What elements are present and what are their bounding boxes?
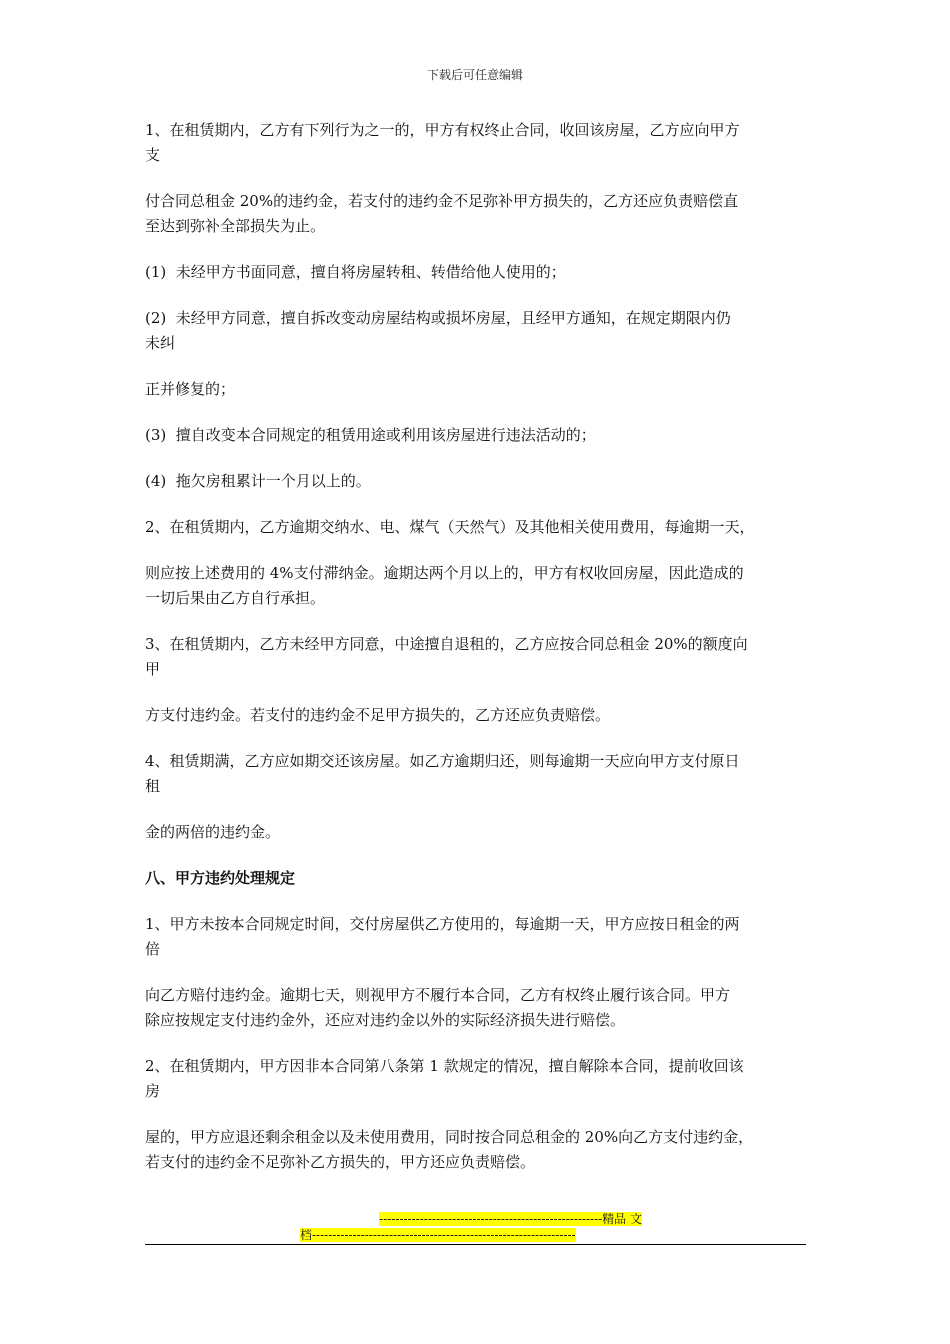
paragraph: 2、在租赁期内，甲方因非本合同第八条第 1 款规定的情况，擅自解除本合同，提前收回该 房 [145, 1057, 744, 1100]
footer-divider [145, 1244, 806, 1245]
paragraph: 4、租赁期满，乙方应如期交还该房屋。如乙方逾期归还，则每逾期一天应向甲方支付原日 租 [145, 752, 740, 795]
paragraph: 屋的，甲方应退还剩余租金以及未使用费用，同时按合同总租金的 20%向乙方支付违约金， 若支付的违约金不足弥补乙方损失的，甲方还应负责赔偿。 [145, 1128, 754, 1171]
section-heading: 八、甲方违约处理规定 [145, 869, 296, 887]
footer-line-1 [300, 1211, 650, 1227]
paragraph: 2、在租赁期内，乙方逾期交纳水、电、煤气（天然气）及其他相关使用费用，每逾期一天， [145, 518, 755, 536]
paragraph: (3) 擅自改变本合同规定的租赁用途或利用该房屋进行违法活动的； [145, 426, 596, 444]
paragraph: 向乙方赔付违约金。逾期七天，则视甲方不履行本合同，乙方有权终止履行该合同。甲方 除应按规定支付违约金外，还应对违约金以外的实际经济损失进行赔偿。 [145, 986, 731, 1029]
footer-line-2 [300, 1227, 650, 1243]
paragraph: 1、甲方未按本合同规定时间，交付房屋供乙方使用的，每逾期一天，甲方应按日租金的两 倍 [145, 915, 740, 958]
page-header: 下载后可任意编辑 [426, 68, 523, 82]
paragraph: 3、在租赁期内，乙方未经甲方同意，中途擅自退租的，乙方应按合同总租金 20%的额度向 甲 [145, 635, 748, 678]
paragraph: 1、在租赁期内，乙方有下列行为之一的，甲方有权终止合同，收回该房屋，乙方应向甲方 支 [145, 121, 740, 164]
paragraph: 金的两倍的违约金。 [145, 823, 281, 841]
paragraph: (4) 拖欠房租累计一个月以上的。 [145, 472, 371, 490]
paragraph: 则应按上述费用的 4%支付滞纳金。逾期达两个月以上的，甲方有权收回房屋，因此造成的 一切后果由乙方自行承担。 [145, 564, 744, 607]
page-footer [300, 1211, 650, 1243]
paragraph: 正并修复的； [145, 380, 236, 398]
footer-text-2: 档----------------------------------------------------------------- [300, 1228, 576, 1242]
paragraph: (1) 未经甲方书面同意，擅自将房屋转租、转借给他人使用的； [145, 263, 566, 281]
document-body [145, 118, 813, 1196]
footer-text-1: -------------------------------------------------------精品 文 [379, 1212, 642, 1226]
paragraph: 付合同总租金 20%的违约金，若支付的违约金不足弥补甲方损失的，乙方还应负责赔偿直 至达到弥补全部损失为止。 [145, 192, 739, 235]
paragraph: (2) 未经甲方同意，擅自拆改变动房屋结构或损坏房屋，且经甲方通知，在规定期限内仍 未纠 [145, 309, 731, 352]
paragraph: 方支付违约金。若支付的违约金不足甲方损失的，乙方还应负责赔偿。 [145, 706, 611, 724]
